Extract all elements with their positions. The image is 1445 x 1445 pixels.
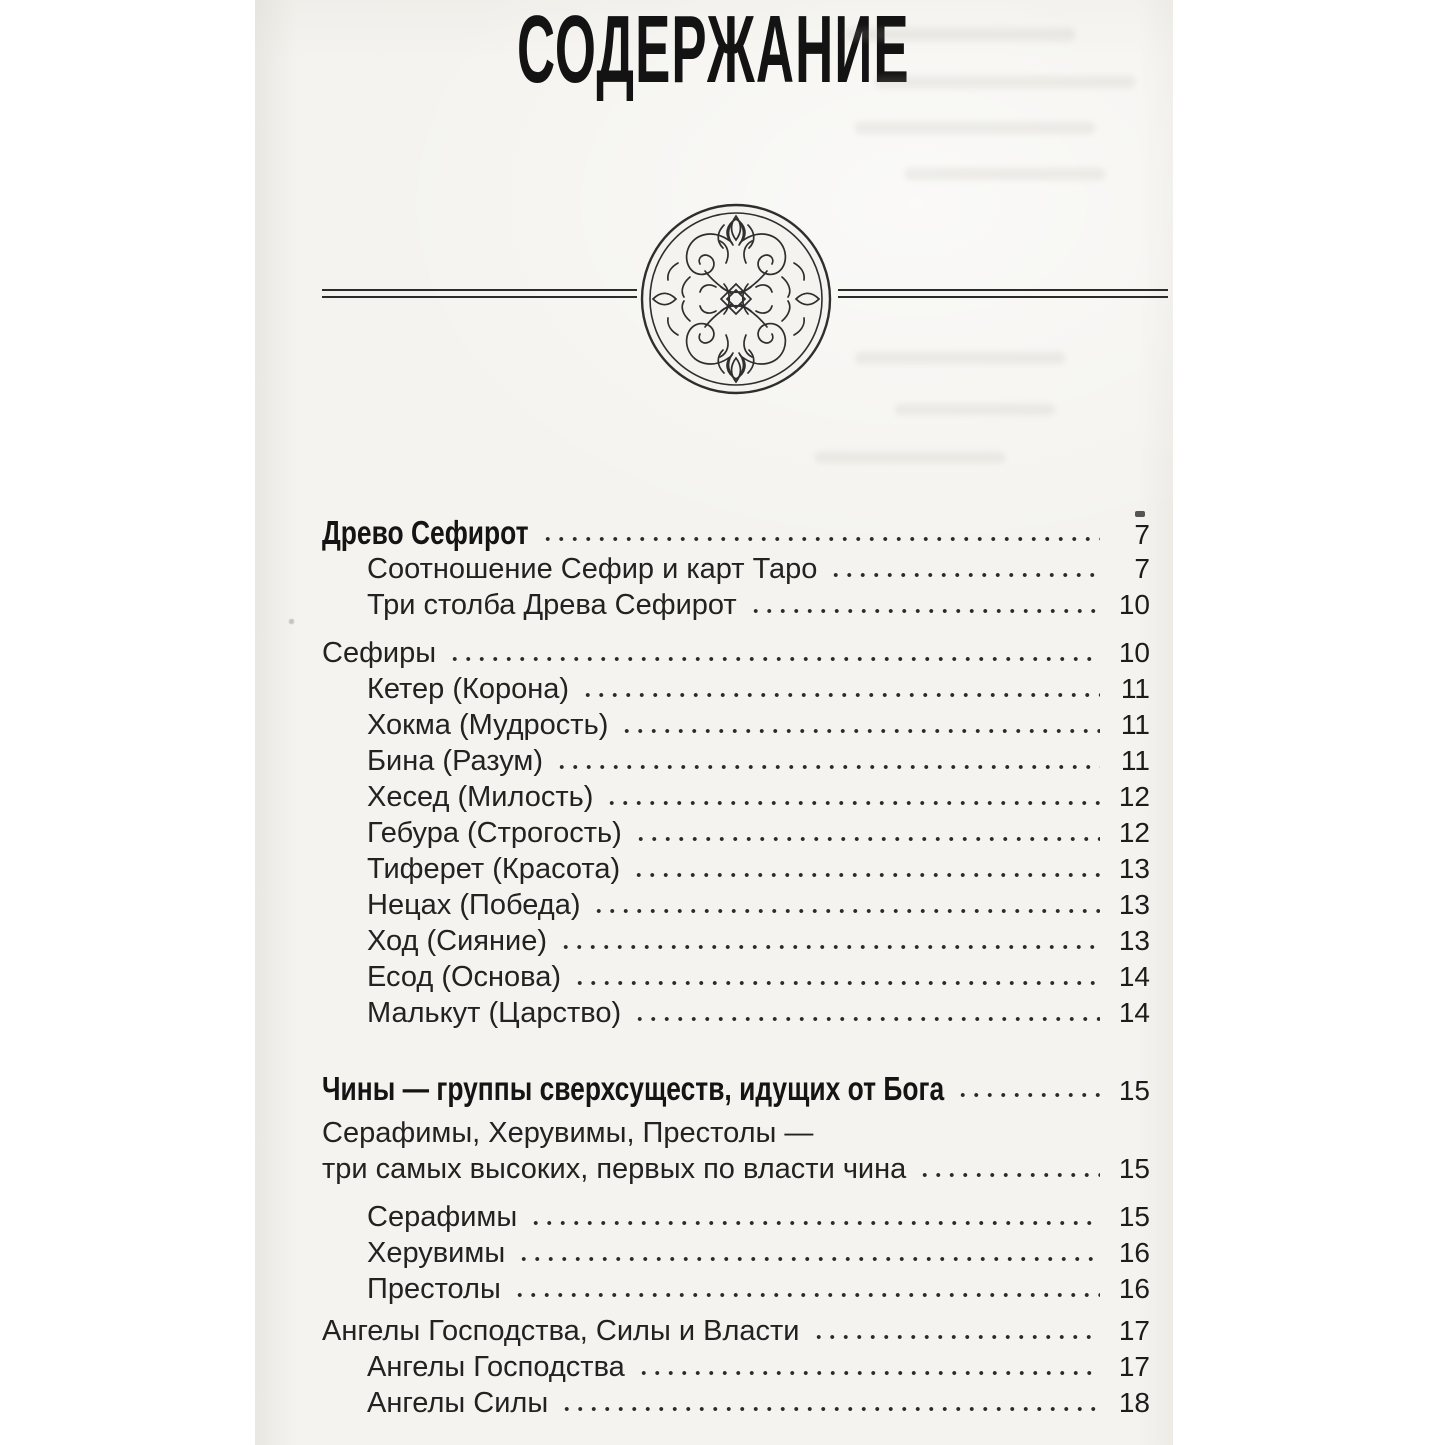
dot-leader bbox=[634, 815, 1100, 851]
toc-page-number: 15 bbox=[1118, 1153, 1150, 1184]
toc-page-number: 17 bbox=[1118, 1315, 1150, 1346]
toc-entry bbox=[322, 851, 1150, 887]
toc-entry-label: Хокма (Мудрость) bbox=[367, 709, 609, 741]
toc-page-number: 12 bbox=[1118, 781, 1150, 812]
toc-entry bbox=[322, 1349, 1150, 1385]
double-rule-right bbox=[838, 289, 1168, 298]
toc-entry bbox=[322, 671, 1150, 707]
dot-leader bbox=[559, 923, 1100, 959]
toc-page-number: 14 bbox=[1118, 961, 1150, 992]
toc-page-number: 13 bbox=[1118, 889, 1150, 920]
dot-leader bbox=[517, 1235, 1100, 1271]
toc-page-number: 10 bbox=[1118, 589, 1150, 620]
dot-leader bbox=[812, 1313, 1101, 1349]
contents-title: СОДЕРЖАНИЕ bbox=[517, 0, 910, 103]
toc-entry-label: Херувимы bbox=[367, 1237, 506, 1269]
dot-leader bbox=[633, 995, 1100, 1031]
toc-section-title bbox=[322, 1115, 1150, 1151]
toc-entry bbox=[322, 587, 1150, 623]
toc-page-number: 7 bbox=[1134, 553, 1150, 584]
toc-page-number: 18 bbox=[1118, 1387, 1150, 1418]
dot-leader bbox=[620, 707, 1100, 743]
bleedthrough-smudge bbox=[855, 352, 1065, 364]
toc-page-number: 16 bbox=[1118, 1237, 1150, 1268]
toc-section-title bbox=[322, 1071, 1150, 1107]
toc-page-number: 13 bbox=[1118, 853, 1150, 884]
toc-entry bbox=[322, 887, 1150, 923]
dot-leader bbox=[592, 887, 1100, 923]
toc-entry bbox=[322, 1235, 1150, 1271]
ink-speck bbox=[1135, 511, 1145, 517]
toc-entry-label: Ход (Сияние) bbox=[367, 925, 547, 957]
toc-entry bbox=[322, 743, 1150, 779]
dot-leader bbox=[749, 587, 1100, 623]
dot-leader bbox=[918, 1151, 1100, 1187]
dot-leader bbox=[829, 551, 1100, 587]
toc-page-number: 15 bbox=[1118, 1201, 1150, 1232]
dot-leader bbox=[555, 743, 1100, 779]
toc-entry bbox=[322, 779, 1150, 815]
bleedthrough-smudge bbox=[875, 76, 1135, 88]
toc-entry-label: Древо Сефирот bbox=[322, 514, 529, 551]
toc-entry-label: Кетер (Корона) bbox=[367, 673, 570, 705]
dot-leader bbox=[513, 1271, 1100, 1307]
toc-page-number: 12 bbox=[1118, 817, 1150, 848]
toc-page-number: 7 bbox=[1134, 519, 1150, 550]
toc bbox=[322, 515, 1150, 1421]
dot-leader bbox=[632, 851, 1100, 887]
toc-entry-label: Гебура (Строгость) bbox=[367, 817, 622, 849]
toc-entry-label: Есод (Основа) bbox=[367, 961, 562, 993]
toc-entry-label: Серафимы bbox=[367, 1201, 518, 1233]
toc-entry bbox=[322, 995, 1150, 1031]
dot-leader bbox=[448, 635, 1100, 671]
toc-page-number: 11 bbox=[1120, 709, 1150, 740]
toc-page-number: 14 bbox=[1118, 997, 1150, 1028]
dot-leader bbox=[573, 959, 1100, 995]
double-rule-left bbox=[322, 289, 637, 298]
bleedthrough-smudge bbox=[905, 168, 1105, 180]
toc-entry bbox=[322, 815, 1150, 851]
toc-page-number: 16 bbox=[1118, 1273, 1150, 1304]
bleedthrough-smudge bbox=[815, 452, 1005, 463]
toc-entry-label: Чины — группы сверхсуществ, идущих от Бога bbox=[322, 1070, 945, 1107]
toc-page-number: 10 bbox=[1118, 637, 1150, 668]
toc-entry-label: Сефиры bbox=[322, 637, 437, 669]
toc-section-title bbox=[322, 1313, 1150, 1349]
toc-entry-label: Ангелы Силы bbox=[367, 1387, 549, 1419]
toc-entry bbox=[322, 1271, 1150, 1307]
toc-entry-label: три самых высоких, первых по власти чина bbox=[322, 1153, 907, 1185]
toc-entry bbox=[322, 1199, 1150, 1235]
dot-leader bbox=[541, 515, 1100, 551]
toc-page-number: 13 bbox=[1118, 925, 1150, 956]
toc-entry bbox=[322, 959, 1150, 995]
toc-page-number: 11 bbox=[1120, 673, 1150, 704]
dot-leader bbox=[637, 1349, 1100, 1385]
toc-page-number: 15 bbox=[1118, 1075, 1150, 1106]
dot-leader bbox=[956, 1071, 1100, 1107]
toc-entry-label: Ангелы Господства, Силы и Власти bbox=[322, 1315, 800, 1347]
ink-speck bbox=[289, 619, 294, 624]
book-page-photo bbox=[255, 0, 1173, 1445]
bleedthrough-smudge bbox=[845, 28, 1075, 41]
toc-entry-label: Тиферет (Красота) bbox=[367, 853, 621, 885]
dot-leader bbox=[529, 1199, 1100, 1235]
bleedthrough-smudge bbox=[855, 122, 1095, 134]
toc-entry bbox=[322, 551, 1150, 587]
toc-page-number: 11 bbox=[1120, 745, 1150, 776]
dot-leader bbox=[560, 1385, 1100, 1421]
toc-section-title bbox=[322, 515, 1150, 551]
toc-entry-label: Бина (Разум) bbox=[367, 745, 544, 777]
toc-entry bbox=[322, 707, 1150, 743]
toc-entry-label: Малькут (Царство) bbox=[367, 997, 622, 1029]
toc-entry-label: Престолы bbox=[367, 1273, 501, 1305]
toc-entry bbox=[322, 1385, 1150, 1421]
dot-leader bbox=[581, 671, 1100, 707]
toc-section-title bbox=[322, 635, 1150, 671]
toc-entry-label: Ангелы Господства bbox=[367, 1351, 625, 1383]
toc-entry-label: Хесед (Милость) bbox=[367, 781, 594, 813]
arabesque-medallion-icon bbox=[636, 199, 836, 399]
toc-section-title bbox=[322, 1151, 1150, 1187]
toc-entry bbox=[322, 923, 1150, 959]
bleedthrough-smudge bbox=[895, 404, 1055, 415]
toc-entry-label: Три столба Древа Сефирот bbox=[367, 589, 737, 621]
toc-entry-label: Серафимы, Херувимы, Престолы — bbox=[322, 1117, 814, 1149]
dot-leader bbox=[605, 779, 1100, 815]
toc-entry-label: Соотношение Сефир и карт Таро bbox=[367, 553, 818, 585]
toc-page-number: 17 bbox=[1118, 1351, 1150, 1382]
toc-entry-label: Нецах (Победа) bbox=[367, 889, 581, 921]
